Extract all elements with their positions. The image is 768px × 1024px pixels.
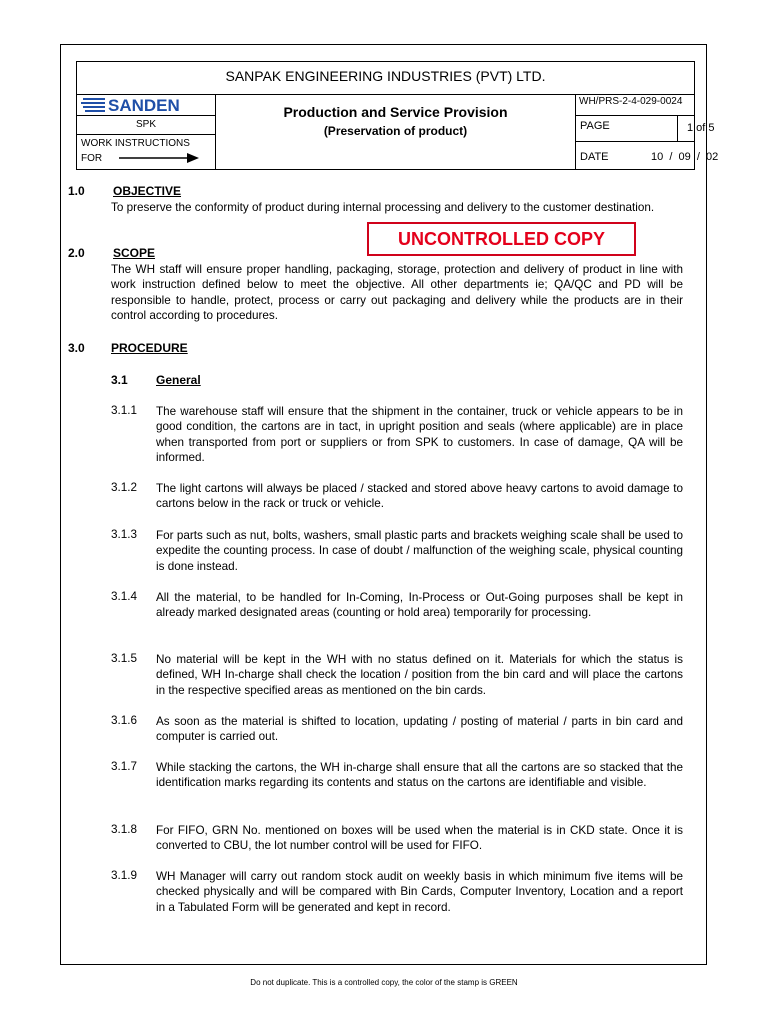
work-instructions-label: WORK INSTRUCTIONS xyxy=(81,138,190,149)
footer-note: Do not duplicate. This is a controlled copy, the color of the stamp is GREEN xyxy=(250,978,518,987)
item-number: 3.1.9 xyxy=(111,869,137,882)
procedure-item: WH Manager will carry out random stock audit on weekly basis in which minimum five items will be checked physically and will be compared with Bin Cards, Computer Inventory, Location and a report in a Tabulated Form will be generated and kept in record. xyxy=(156,870,683,914)
page-label: PAGE xyxy=(580,120,610,132)
item-number: 3.1.4 xyxy=(111,590,137,603)
spk-label: SPK xyxy=(77,116,216,135)
subsection-number: 3.1 xyxy=(111,373,128,387)
document-subtitle: (Preservation of product) xyxy=(323,124,468,138)
section-title-scope: SCOPE xyxy=(113,246,156,260)
item-number: 3.1.8 xyxy=(111,823,137,836)
subsection-title-general: General xyxy=(156,373,201,387)
date-value: 10 / 09 / 02 xyxy=(651,151,719,163)
section-number: 1.0 xyxy=(68,184,85,198)
procedure-item: For FIFO, GRN No. mentioned on boxes will be used when the material is in CKD state. Once it is converted to CBU, the lot number control will be used for FIFO. xyxy=(156,824,683,853)
item-number: 3.1.3 xyxy=(111,528,137,541)
logo-text: SANDEN xyxy=(108,96,180,115)
page-value: 1 of 5 xyxy=(677,116,747,141)
document-header xyxy=(76,61,719,170)
work-instructions-for: FOR xyxy=(81,153,103,164)
procedure-item: For parts such as nut, bolts, washers, small plastic parts and brackets weighing scale shall be used to expedite the counting process. In case of doubt / malfunction of the weighing scale, physical counting is done instead. xyxy=(156,529,683,573)
objective-text: To preserve the conformity of product during internal processing and delivery to the customer destination. xyxy=(111,201,655,214)
procedure-item: The light cartons will always be placed / stacked and stored above heavy cartons to avoid damage to cartons below in the rack or truck or vehicle. xyxy=(156,482,683,511)
date-label: DATE xyxy=(580,151,609,163)
item-number: 3.1.5 xyxy=(111,652,137,665)
date-cell xyxy=(576,142,719,169)
section-number: 2.0 xyxy=(68,246,85,260)
item-number: 3.1.1 xyxy=(111,404,137,417)
section-title-objective: OBJECTIVE xyxy=(113,184,182,198)
document-number: WH/PRS-2-4-029-0024 xyxy=(576,94,694,116)
work-instructions-cell xyxy=(77,135,216,169)
item-number: 3.1.6 xyxy=(111,714,137,727)
item-number: 3.1.2 xyxy=(111,481,137,494)
logo-stripes-icon xyxy=(77,94,215,115)
document-title: Production and Service Provision xyxy=(283,104,508,120)
document-title-cell xyxy=(216,94,576,169)
section-number: 3.0 xyxy=(68,341,85,355)
section-title-procedure: PROCEDURE xyxy=(111,341,188,355)
uncontrolled-copy-stamp: UNCONTROLLED COPY xyxy=(367,222,636,256)
page-cell xyxy=(576,116,715,142)
sanden-logo xyxy=(77,94,216,116)
procedure-item: As soon as the material is shifted to location, updating / posting of material / parts in bin card and computer is carried out. xyxy=(156,715,683,744)
arrow-right-icon xyxy=(119,153,199,163)
item-number: 3.1.7 xyxy=(111,760,137,773)
procedure-item: While stacking the cartons, the WH in-charge shall ensure that all the cartons are so stacked that the identification marks regarding its contents and status on the cartons are identifiable and visible. xyxy=(156,761,683,790)
procedure-item: The warehouse staff will ensure that the shipment in the container, truck or vehicle appears to be in good condition, the cartons are in tact, in upright position and seals (where applicable) are in place when transported from port or suppliers or from SPK to customers. In case of damage, QA will be informed. xyxy=(156,405,683,465)
scope-text: The WH staff will ensure proper handling, packaging, storage, protection and delivery of product in line with work instruction defined below to meet the objective. All other departments ie; QA/QC and PD will be responsible to handle, protect, process or carry out packaging and delivery while the products are in their control according to procedures. xyxy=(111,263,683,323)
procedure-item: All the material, to be handled for In-Coming, In-Process or Out-Going purposes shall be kept in already marked designated areas (counting or hold area) temporarily for processing. xyxy=(156,591,683,620)
procedure-item: No material will be kept in the WH with no status defined on it. Materials for which the status is defined, WH In-charge shall check the location / position from the bin card and will place the cartons in the respective specified areas as mentioned on the bin cards. xyxy=(156,653,683,697)
company-name: SANPAK ENGINEERING INDUSTRIES (PVT) LTD. xyxy=(77,62,694,95)
